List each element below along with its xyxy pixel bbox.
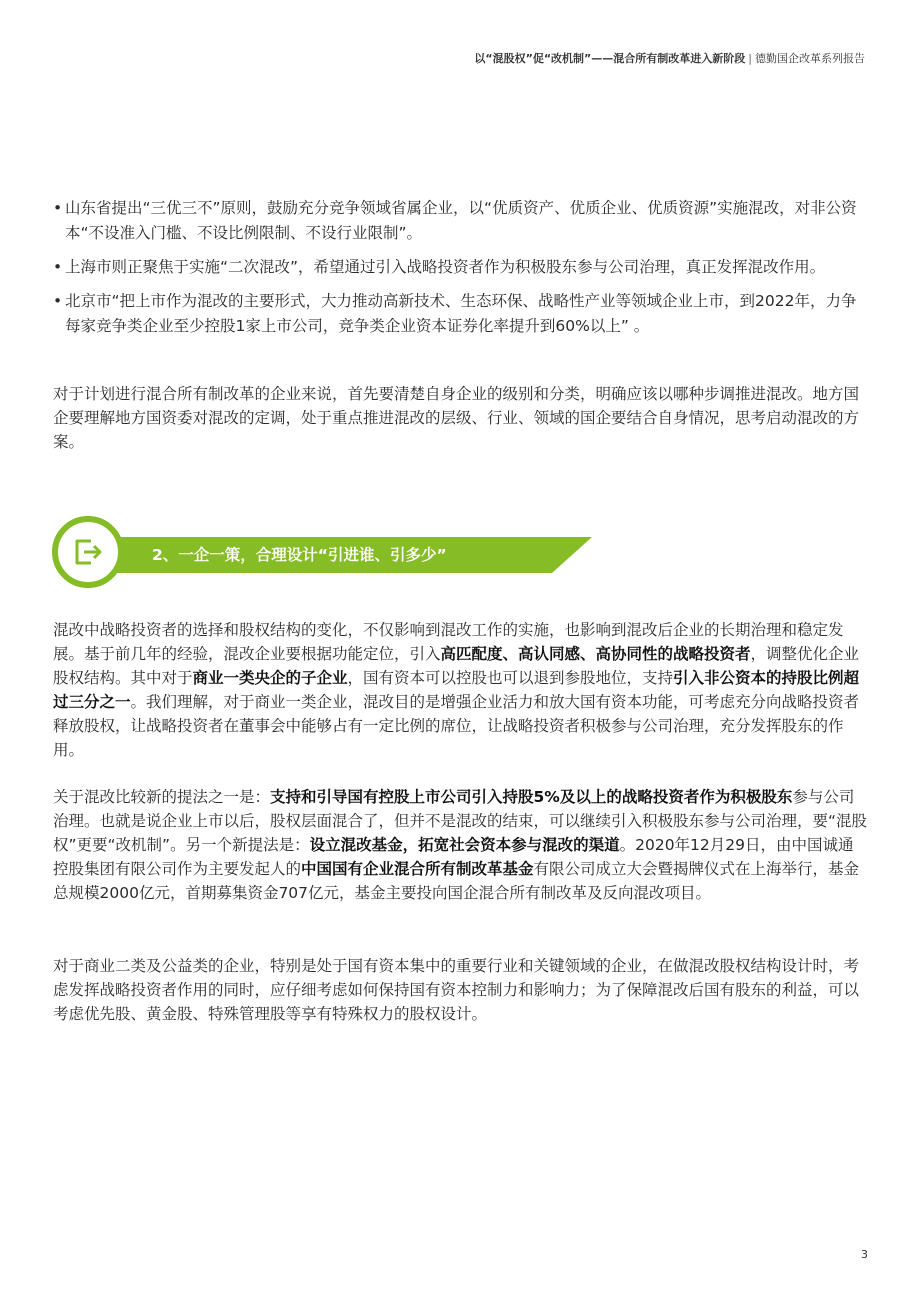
province-policy-list bbox=[53, 196, 868, 348]
emphasis-text: 引入非公资本的持股比例超过三分之一 bbox=[53, 669, 860, 711]
section-heading bbox=[52, 516, 592, 588]
emphasis-text: 设立混改基金，拓宽社会资本参与混改的渠道 bbox=[309, 836, 620, 854]
list-item bbox=[53, 289, 868, 339]
emphasis-text: 中国国有企业混合所有制改革基金 bbox=[301, 860, 534, 878]
list-item bbox=[53, 196, 868, 246]
report-series: 德勤国企改革系列报告 bbox=[755, 52, 865, 65]
text-run: 混改中战略投资者的选择和股权结构的变化，不仅影响到混改工作的实施，也影响到混改后企业的长期治理和稳定发展。基于前几年的经验，混改企业要根据功能定位，引入 bbox=[53, 621, 844, 663]
new-policy-paragraph bbox=[53, 785, 868, 905]
text-run: 。我们理解，对于商业一类企业，混改目的是增强企业活力和放大国有资本功能，可考虑充分向战略投资者释放股权，让战略投资者在董事会中能够占有一定比例的席位，让战略投资者积极参与公司治理，充分发挥股东的作用。 bbox=[53, 693, 860, 759]
bullet-icon: • bbox=[53, 199, 63, 217]
text-run: ，调整优化企业股权结构。其中对于 bbox=[53, 645, 860, 687]
list-item-text: 北京市“把上市作为混改的主要形式，大力推动高新技术、生态环保、战略性产业等领域企业上市，到2022年，力争每家竞争类企业至少控股1家上市公司，竞争类企业资本证券化率提升到60%以上” 。 bbox=[65, 292, 857, 335]
section-icon-circle bbox=[52, 516, 124, 588]
text-run: ，国有资本可以控股也可以退到参股地位，支持 bbox=[347, 669, 674, 687]
list-item-text: 山东省提出“三优三不”原则，鼓励充分竞争领域省属企业，以“优质资产、优质企业、优质资源”实施混改，对非公资本“不设准入门槛、不设比例限制、不设行业限制”。 bbox=[65, 199, 857, 242]
report-title: 以“混股权”促“改机制”——混合所有制改革进入新阶段 bbox=[474, 52, 746, 65]
emphasis-text: 支持和引导国有控股上市公司引入持股5%及以上的战略投资者作为积极股东 bbox=[270, 788, 793, 806]
list-item bbox=[53, 255, 868, 280]
text-run: 有限公司成立大会暨揭牌仪式在上海举行，基金总规模2000亿元，首期募集资金707亿元，基金主要投向国企混合所有制改革及反向混改项目。 bbox=[53, 860, 860, 902]
header-separator: | bbox=[748, 52, 752, 65]
strategic-investor-paragraph bbox=[53, 618, 868, 762]
text-run: 关于混改比较新的提法之一是： bbox=[53, 788, 271, 806]
text-run: 参与公司治理。也就是说企业上市以后，股权层面混合了，但并不是混改的结束，可以继续引入积极股东参与公司治理，要“混股权”更要“改机制”。另一个新提法是： bbox=[53, 788, 868, 854]
bullet-icon: • bbox=[53, 292, 63, 310]
text-run: 。2020年12月29日，由中国诚通控股集团有限公司作为主要发起人的 bbox=[53, 836, 854, 878]
list-item-text: 上海市则正聚焦于实施“二次混改”，希望通过引入战略投资者作为积极股东参与公司治理，真正发挥混改作用。 bbox=[65, 258, 826, 276]
emphasis-text: 高匹配度、高认同感、高协同性的战略投资者 bbox=[440, 645, 751, 663]
emphasis-text: 商业一类央企的子企业 bbox=[192, 669, 348, 687]
intro-paragraph: 对于计划进行混合所有制改革的企业来说，首先要清楚自身企业的级别和分类，明确应该以哪种步调推进混改。地方国企要理解地方国资委对混改的定调，处于重点推进混改的层级、行业、领域的国企要结合自身情况，思考启动混改的方案。 bbox=[53, 385, 860, 451]
page-number: 3 bbox=[861, 1248, 868, 1261]
exit-arrow-icon bbox=[71, 535, 105, 569]
equity-design-paragraph: 对于商业二类及公益类的企业，特别是处于国有资本集中的重要行业和关键领域的企业，在做混改股权结构设计时，考虑发挥战略投资者作用的同时，应仔细考虑如何保持国有资本控制力和影响力；为了保障混改后国有股东的利益，可以考虑优先股、黄金股、特殊管理股等享有特殊权力的股权设计。 bbox=[53, 957, 860, 1023]
bullet-icon: • bbox=[53, 258, 63, 276]
section-title: 2、一企一策，合理设计“引进谁、引多少” bbox=[152, 546, 447, 564]
running-header bbox=[474, 50, 865, 66]
